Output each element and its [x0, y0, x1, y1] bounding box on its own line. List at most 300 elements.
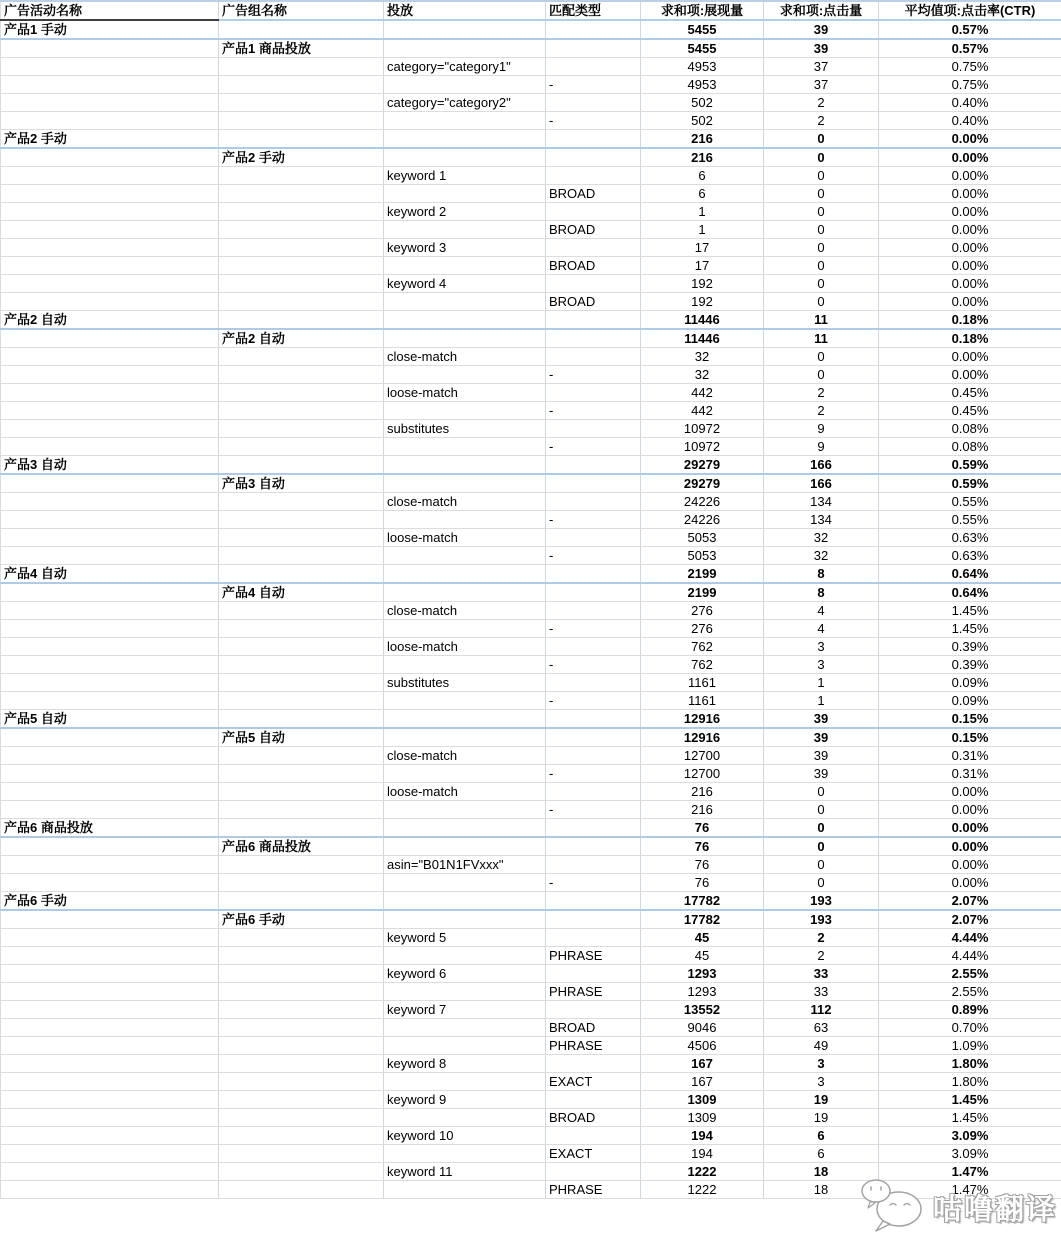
cell-ctr[interactable]: 0.64%	[879, 583, 1061, 602]
cell-impressions[interactable]: 1161	[641, 692, 764, 710]
cell-group[interactable]	[219, 275, 384, 293]
cell-clicks[interactable]: 11	[764, 329, 879, 348]
cell-target[interactable]: loose-match	[384, 638, 546, 656]
cell-impressions[interactable]: 167	[641, 1073, 764, 1091]
cell-target[interactable]: loose-match	[384, 529, 546, 547]
cell-clicks[interactable]: 39	[764, 20, 879, 39]
cell-impressions[interactable]: 276	[641, 602, 764, 620]
cell-impressions[interactable]: 1309	[641, 1109, 764, 1127]
cell-ctr[interactable]: 2.55%	[879, 983, 1061, 1001]
cell-campaign[interactable]	[1, 438, 219, 456]
cell-ctr[interactable]: 0.09%	[879, 692, 1061, 710]
cell-match[interactable]: PHRASE	[546, 947, 641, 965]
cell-target[interactable]	[384, 185, 546, 203]
cell-match[interactable]	[546, 311, 641, 330]
cell-match[interactable]	[546, 529, 641, 547]
cell-campaign[interactable]	[1, 420, 219, 438]
cell-group[interactable]	[219, 76, 384, 94]
cell-group[interactable]	[219, 456, 384, 475]
cell-campaign[interactable]	[1, 384, 219, 402]
column-header-impressions[interactable]: 求和项:展现量	[641, 1, 764, 20]
cell-campaign[interactable]	[1, 947, 219, 965]
cell-group[interactable]	[219, 167, 384, 185]
cell-clicks[interactable]: 134	[764, 493, 879, 511]
cell-ctr[interactable]: 1.47%	[879, 1181, 1061, 1199]
cell-ctr[interactable]: 0.00%	[879, 837, 1061, 856]
cell-match[interactable]: -	[546, 874, 641, 892]
cell-impressions[interactable]: 13552	[641, 1001, 764, 1019]
cell-clicks[interactable]: 0	[764, 348, 879, 366]
cell-match[interactable]	[546, 493, 641, 511]
cell-match[interactable]	[546, 420, 641, 438]
cell-match[interactable]: PHRASE	[546, 983, 641, 1001]
cell-clicks[interactable]: 39	[764, 39, 879, 58]
cell-clicks[interactable]: 2	[764, 384, 879, 402]
cell-campaign[interactable]	[1, 1055, 219, 1073]
cell-target[interactable]: keyword 4	[384, 275, 546, 293]
cell-ctr[interactable]: 0.00%	[879, 348, 1061, 366]
cell-clicks[interactable]: 3	[764, 656, 879, 674]
cell-group[interactable]: 产品2 手动	[219, 148, 384, 167]
cell-group[interactable]	[219, 1127, 384, 1145]
cell-campaign[interactable]: 产品6 商品投放	[1, 819, 219, 838]
cell-match[interactable]: -	[546, 801, 641, 819]
cell-clicks[interactable]: 39	[764, 765, 879, 783]
cell-match[interactable]	[546, 710, 641, 729]
cell-group[interactable]	[219, 947, 384, 965]
cell-ctr[interactable]: 0.63%	[879, 547, 1061, 565]
cell-target[interactable]: category="category1"	[384, 58, 546, 76]
cell-clicks[interactable]: 0	[764, 148, 879, 167]
cell-impressions[interactable]: 192	[641, 293, 764, 311]
cell-target[interactable]	[384, 311, 546, 330]
cell-group[interactable]	[219, 692, 384, 710]
cell-campaign[interactable]	[1, 1163, 219, 1181]
cell-match[interactable]	[546, 783, 641, 801]
cell-match[interactable]	[546, 638, 641, 656]
cell-campaign[interactable]	[1, 765, 219, 783]
cell-impressions[interactable]: 2199	[641, 583, 764, 602]
cell-clicks[interactable]: 0	[764, 366, 879, 384]
cell-target[interactable]	[384, 583, 546, 602]
cell-campaign[interactable]	[1, 366, 219, 384]
cell-target[interactable]	[384, 1181, 546, 1199]
cell-clicks[interactable]: 2	[764, 94, 879, 112]
cell-group[interactable]: 产品4 自动	[219, 583, 384, 602]
cell-impressions[interactable]: 216	[641, 783, 764, 801]
cell-match[interactable]	[546, 456, 641, 475]
cell-match[interactable]: -	[546, 765, 641, 783]
cell-clicks[interactable]: 37	[764, 58, 879, 76]
cell-clicks[interactable]: 0	[764, 783, 879, 801]
cell-target[interactable]	[384, 221, 546, 239]
cell-impressions[interactable]: 76	[641, 874, 764, 892]
cell-campaign[interactable]	[1, 728, 219, 747]
cell-match[interactable]	[546, 167, 641, 185]
cell-match[interactable]	[546, 583, 641, 602]
cell-match[interactable]	[546, 1001, 641, 1019]
cell-group[interactable]	[219, 438, 384, 456]
cell-match[interactable]: -	[546, 402, 641, 420]
cell-ctr[interactable]: 0.00%	[879, 148, 1061, 167]
cell-impressions[interactable]: 4506	[641, 1037, 764, 1055]
cell-campaign[interactable]	[1, 529, 219, 547]
cell-group[interactable]	[219, 1091, 384, 1109]
cell-impressions[interactable]: 1	[641, 221, 764, 239]
cell-clicks[interactable]: 9	[764, 438, 879, 456]
cell-target[interactable]	[384, 1109, 546, 1127]
cell-campaign[interactable]	[1, 874, 219, 892]
cell-campaign[interactable]	[1, 1145, 219, 1163]
cell-campaign[interactable]	[1, 275, 219, 293]
cell-impressions[interactable]: 442	[641, 402, 764, 420]
cell-target[interactable]: keyword 11	[384, 1163, 546, 1181]
cell-ctr[interactable]: 0.00%	[879, 874, 1061, 892]
cell-impressions[interactable]: 17782	[641, 910, 764, 929]
cell-group[interactable]	[219, 783, 384, 801]
cell-impressions[interactable]: 4953	[641, 76, 764, 94]
cell-campaign[interactable]	[1, 348, 219, 366]
cell-match[interactable]: -	[546, 76, 641, 94]
cell-ctr[interactable]: 0.00%	[879, 856, 1061, 874]
cell-campaign[interactable]	[1, 801, 219, 819]
cell-campaign[interactable]	[1, 620, 219, 638]
cell-campaign[interactable]	[1, 910, 219, 929]
cell-target[interactable]	[384, 257, 546, 275]
cell-ctr[interactable]: 0.89%	[879, 1001, 1061, 1019]
cell-clicks[interactable]: 39	[764, 747, 879, 765]
cell-target[interactable]	[384, 112, 546, 130]
cell-campaign[interactable]	[1, 837, 219, 856]
cell-target[interactable]	[384, 366, 546, 384]
cell-match[interactable]	[546, 94, 641, 112]
cell-ctr[interactable]: 1.45%	[879, 620, 1061, 638]
cell-campaign[interactable]	[1, 112, 219, 130]
cell-campaign[interactable]: 产品6 手动	[1, 892, 219, 911]
cell-ctr[interactable]: 0.00%	[879, 203, 1061, 221]
cell-ctr[interactable]: 0.18%	[879, 311, 1061, 330]
cell-group[interactable]	[219, 58, 384, 76]
cell-ctr[interactable]: 0.15%	[879, 728, 1061, 747]
cell-clicks[interactable]: 8	[764, 583, 879, 602]
cell-campaign[interactable]	[1, 929, 219, 947]
cell-ctr[interactable]: 0.00%	[879, 185, 1061, 203]
cell-impressions[interactable]: 32	[641, 366, 764, 384]
cell-ctr[interactable]: 0.00%	[879, 783, 1061, 801]
cell-group[interactable]	[219, 348, 384, 366]
cell-campaign[interactable]	[1, 1019, 219, 1037]
cell-target[interactable]	[384, 39, 546, 58]
cell-target[interactable]: keyword 5	[384, 929, 546, 947]
cell-group[interactable]: 产品6 手动	[219, 910, 384, 929]
cell-ctr[interactable]: 0.70%	[879, 1019, 1061, 1037]
cell-ctr[interactable]: 1.45%	[879, 602, 1061, 620]
cell-ctr[interactable]: 0.57%	[879, 20, 1061, 39]
cell-clicks[interactable]: 2	[764, 112, 879, 130]
cell-group[interactable]	[219, 765, 384, 783]
cell-campaign[interactable]	[1, 39, 219, 58]
cell-match[interactable]	[546, 39, 641, 58]
cell-clicks[interactable]: 0	[764, 203, 879, 221]
cell-ctr[interactable]: 4.44%	[879, 929, 1061, 947]
cell-impressions[interactable]: 762	[641, 656, 764, 674]
cell-ctr[interactable]: 0.00%	[879, 293, 1061, 311]
cell-campaign[interactable]	[1, 511, 219, 529]
cell-campaign[interactable]	[1, 656, 219, 674]
cell-match[interactable]	[546, 565, 641, 584]
cell-clicks[interactable]: 3	[764, 1055, 879, 1073]
cell-impressions[interactable]: 502	[641, 112, 764, 130]
cell-target[interactable]	[384, 1073, 546, 1091]
cell-group[interactable]: 产品1 商品投放	[219, 39, 384, 58]
cell-campaign[interactable]	[1, 638, 219, 656]
cell-campaign[interactable]	[1, 547, 219, 565]
cell-campaign[interactable]: 产品2 手动	[1, 130, 219, 149]
cell-clicks[interactable]: 0	[764, 801, 879, 819]
cell-match[interactable]: PHRASE	[546, 1181, 641, 1199]
column-header-clicks[interactable]: 求和项:点击量	[764, 1, 879, 20]
cell-match[interactable]: EXACT	[546, 1145, 641, 1163]
cell-impressions[interactable]: 442	[641, 384, 764, 402]
cell-match[interactable]	[546, 20, 641, 39]
cell-campaign[interactable]	[1, 692, 219, 710]
cell-ctr[interactable]: 0.31%	[879, 765, 1061, 783]
cell-campaign[interactable]	[1, 674, 219, 692]
cell-clicks[interactable]: 0	[764, 257, 879, 275]
cell-target[interactable]: substitutes	[384, 420, 546, 438]
cell-target[interactable]	[384, 692, 546, 710]
cell-impressions[interactable]: 17	[641, 257, 764, 275]
cell-group[interactable]	[219, 420, 384, 438]
cell-clicks[interactable]: 39	[764, 728, 879, 747]
cell-target[interactable]	[384, 1019, 546, 1037]
cell-ctr[interactable]: 0.55%	[879, 511, 1061, 529]
cell-target[interactable]	[384, 710, 546, 729]
cell-clicks[interactable]: 1	[764, 674, 879, 692]
cell-match[interactable]	[546, 203, 641, 221]
cell-group[interactable]	[219, 874, 384, 892]
cell-clicks[interactable]: 19	[764, 1091, 879, 1109]
cell-campaign[interactable]	[1, 1181, 219, 1199]
cell-group[interactable]	[219, 511, 384, 529]
cell-clicks[interactable]: 0	[764, 837, 879, 856]
cell-ctr[interactable]: 2.07%	[879, 892, 1061, 911]
cell-impressions[interactable]: 194	[641, 1145, 764, 1163]
cell-campaign[interactable]	[1, 474, 219, 493]
cell-group[interactable]	[219, 529, 384, 547]
cell-impressions[interactable]: 5053	[641, 547, 764, 565]
cell-impressions[interactable]: 5053	[641, 529, 764, 547]
cell-impressions[interactable]: 29279	[641, 456, 764, 475]
cell-group[interactable]	[219, 203, 384, 221]
cell-match[interactable]	[546, 965, 641, 983]
cell-ctr[interactable]: 0.00%	[879, 801, 1061, 819]
cell-clicks[interactable]: 0	[764, 819, 879, 838]
cell-group[interactable]	[219, 801, 384, 819]
cell-target[interactable]	[384, 402, 546, 420]
cell-group[interactable]	[219, 547, 384, 565]
cell-match[interactable]: -	[546, 112, 641, 130]
cell-group[interactable]	[219, 1055, 384, 1073]
cell-match[interactable]: -	[546, 438, 641, 456]
cell-impressions[interactable]: 276	[641, 620, 764, 638]
cell-campaign[interactable]	[1, 257, 219, 275]
cell-ctr[interactable]: 2.55%	[879, 965, 1061, 983]
cell-campaign[interactable]	[1, 221, 219, 239]
cell-campaign[interactable]	[1, 148, 219, 167]
cell-group[interactable]	[219, 1037, 384, 1055]
cell-target[interactable]	[384, 438, 546, 456]
cell-ctr[interactable]: 0.00%	[879, 275, 1061, 293]
cell-target[interactable]: keyword 10	[384, 1127, 546, 1145]
cell-clicks[interactable]: 6	[764, 1145, 879, 1163]
cell-match[interactable]	[546, 148, 641, 167]
cell-ctr[interactable]: 0.39%	[879, 656, 1061, 674]
cell-impressions[interactable]: 17	[641, 239, 764, 257]
cell-group[interactable]	[219, 221, 384, 239]
cell-clicks[interactable]: 193	[764, 892, 879, 911]
cell-clicks[interactable]: 166	[764, 474, 879, 493]
cell-impressions[interactable]: 12916	[641, 710, 764, 729]
cell-match[interactable]	[546, 674, 641, 692]
cell-clicks[interactable]: 33	[764, 983, 879, 1001]
cell-ctr[interactable]: 2.07%	[879, 910, 1061, 929]
cell-match[interactable]	[546, 329, 641, 348]
cell-clicks[interactable]: 2	[764, 947, 879, 965]
cell-impressions[interactable]: 6	[641, 185, 764, 203]
cell-ctr[interactable]: 0.18%	[879, 329, 1061, 348]
cell-match[interactable]: BROAD	[546, 221, 641, 239]
cell-match[interactable]: BROAD	[546, 185, 641, 203]
cell-clicks[interactable]: 0	[764, 167, 879, 185]
cell-clicks[interactable]: 18	[764, 1181, 879, 1199]
cell-match[interactable]: -	[546, 547, 641, 565]
cell-group[interactable]: 产品6 商品投放	[219, 837, 384, 856]
cell-group[interactable]	[219, 819, 384, 838]
cell-clicks[interactable]: 49	[764, 1037, 879, 1055]
cell-clicks[interactable]: 0	[764, 856, 879, 874]
cell-clicks[interactable]: 9	[764, 420, 879, 438]
cell-group[interactable]	[219, 710, 384, 729]
cell-match[interactable]	[546, 1163, 641, 1181]
cell-target[interactable]	[384, 511, 546, 529]
cell-impressions[interactable]: 1309	[641, 1091, 764, 1109]
cell-campaign[interactable]: 产品2 自动	[1, 311, 219, 330]
cell-group[interactable]: 产品3 自动	[219, 474, 384, 493]
cell-campaign[interactable]	[1, 76, 219, 94]
cell-campaign[interactable]	[1, 185, 219, 203]
cell-impressions[interactable]: 9046	[641, 1019, 764, 1037]
cell-group[interactable]	[219, 602, 384, 620]
cell-match[interactable]	[546, 910, 641, 929]
cell-target[interactable]	[384, 76, 546, 94]
cell-target[interactable]	[384, 837, 546, 856]
cell-campaign[interactable]	[1, 965, 219, 983]
cell-impressions[interactable]: 216	[641, 130, 764, 149]
cell-group[interactable]	[219, 94, 384, 112]
cell-ctr[interactable]: 0.09%	[879, 674, 1061, 692]
cell-match[interactable]	[546, 1091, 641, 1109]
cell-impressions[interactable]: 45	[641, 929, 764, 947]
cell-target[interactable]: loose-match	[384, 783, 546, 801]
cell-group[interactable]	[219, 983, 384, 1001]
cell-group[interactable]	[219, 1109, 384, 1127]
cell-ctr[interactable]: 0.15%	[879, 710, 1061, 729]
cell-match[interactable]: EXACT	[546, 1073, 641, 1091]
cell-target[interactable]: asin="B01N1FVxxx"	[384, 856, 546, 874]
column-header-ctr[interactable]: 平均值项:点击率(CTR)	[879, 1, 1061, 20]
cell-campaign[interactable]	[1, 94, 219, 112]
cell-group[interactable]	[219, 311, 384, 330]
cell-impressions[interactable]: 6	[641, 167, 764, 185]
cell-match[interactable]: BROAD	[546, 1109, 641, 1127]
cell-target[interactable]	[384, 728, 546, 747]
cell-campaign[interactable]: 产品3 自动	[1, 456, 219, 475]
column-header-campaign[interactable]: 广告活动名称	[1, 1, 219, 20]
cell-clicks[interactable]: 63	[764, 1019, 879, 1037]
cell-clicks[interactable]: 0	[764, 130, 879, 149]
cell-campaign[interactable]	[1, 1127, 219, 1145]
cell-match[interactable]	[546, 819, 641, 838]
cell-match[interactable]	[546, 58, 641, 76]
cell-clicks[interactable]: 193	[764, 910, 879, 929]
cell-group[interactable]	[219, 965, 384, 983]
cell-clicks[interactable]: 3	[764, 638, 879, 656]
cell-group[interactable]	[219, 293, 384, 311]
cell-target[interactable]	[384, 656, 546, 674]
cell-campaign[interactable]	[1, 1073, 219, 1091]
cell-ctr[interactable]: 0.00%	[879, 366, 1061, 384]
cell-ctr[interactable]: 0.00%	[879, 239, 1061, 257]
cell-ctr[interactable]: 3.09%	[879, 1145, 1061, 1163]
cell-impressions[interactable]: 11446	[641, 329, 764, 348]
cell-group[interactable]	[219, 112, 384, 130]
cell-impressions[interactable]: 1222	[641, 1181, 764, 1199]
cell-match[interactable]	[546, 929, 641, 947]
cell-group[interactable]	[219, 656, 384, 674]
cell-target[interactable]	[384, 910, 546, 929]
cell-match[interactable]: -	[546, 692, 641, 710]
cell-match[interactable]: -	[546, 511, 641, 529]
cell-ctr[interactable]: 0.00%	[879, 130, 1061, 149]
cell-campaign[interactable]	[1, 583, 219, 602]
cell-impressions[interactable]: 76	[641, 819, 764, 838]
cell-target[interactable]	[384, 474, 546, 493]
cell-clicks[interactable]: 166	[764, 456, 879, 475]
cell-clicks[interactable]: 1	[764, 692, 879, 710]
cell-campaign[interactable]	[1, 1091, 219, 1109]
cell-ctr[interactable]: 1.80%	[879, 1073, 1061, 1091]
cell-campaign[interactable]	[1, 747, 219, 765]
cell-ctr[interactable]: 0.00%	[879, 221, 1061, 239]
cell-match[interactable]	[546, 348, 641, 366]
cell-target[interactable]	[384, 547, 546, 565]
cell-clicks[interactable]: 0	[764, 221, 879, 239]
cell-target[interactable]	[384, 1037, 546, 1055]
cell-impressions[interactable]: 1	[641, 203, 764, 221]
cell-ctr[interactable]: 1.45%	[879, 1091, 1061, 1109]
cell-campaign[interactable]	[1, 329, 219, 348]
cell-clicks[interactable]: 32	[764, 529, 879, 547]
cell-match[interactable]: PHRASE	[546, 1037, 641, 1055]
cell-target[interactable]	[384, 565, 546, 584]
cell-ctr[interactable]: 0.63%	[879, 529, 1061, 547]
cell-clicks[interactable]: 18	[764, 1163, 879, 1181]
cell-target[interactable]	[384, 947, 546, 965]
cell-impressions[interactable]: 194	[641, 1127, 764, 1145]
cell-ctr[interactable]: 4.44%	[879, 947, 1061, 965]
cell-target[interactable]: keyword 1	[384, 167, 546, 185]
